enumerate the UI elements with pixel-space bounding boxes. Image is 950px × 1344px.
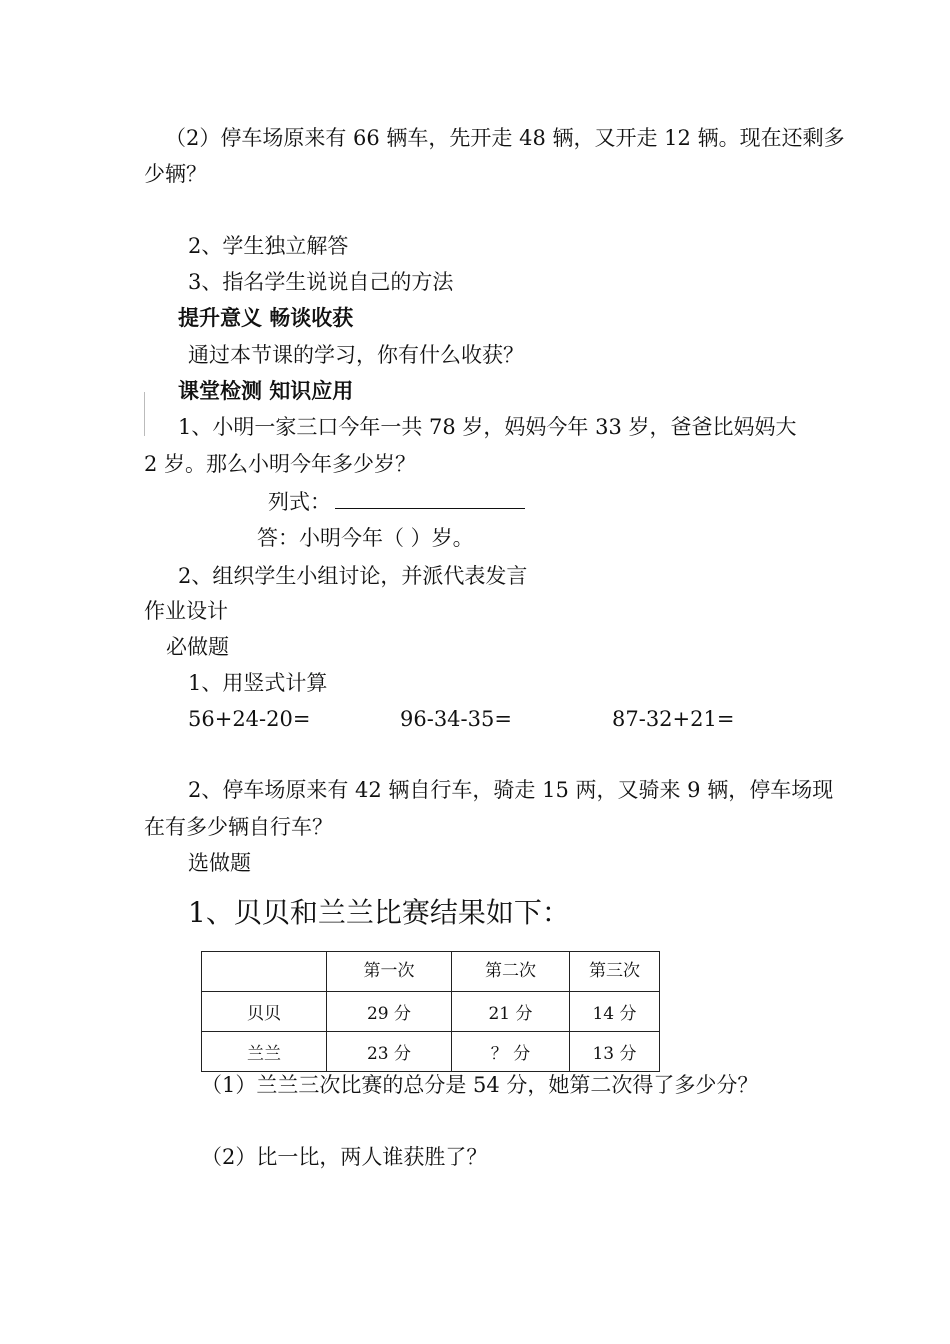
summary-heading: 提升意义 畅谈收获 <box>178 306 354 330</box>
margin-mark <box>144 392 145 436</box>
summary-text: 通过本节课的学习，你有什么收获？ <box>188 343 524 367</box>
optional-heading: 选做题 <box>188 851 251 875</box>
step-2: 2、学生独立解答 <box>188 234 349 258</box>
step-3: 3、指名学生说说自己的方法 <box>188 270 454 294</box>
homework-heading: 作业设计 <box>144 599 228 623</box>
table-cell: 贝贝 <box>202 992 327 1032</box>
table-cell: 23 分 <box>327 1032 452 1072</box>
table-cell: 兰兰 <box>202 1032 327 1072</box>
formula-label: 列式： <box>268 490 331 514</box>
calc-2: 96-34-35= <box>400 707 512 731</box>
task-2-line-2: 在有多少辆自行车？ <box>144 815 333 839</box>
table-cell: 第一次 <box>327 952 452 992</box>
score-table <box>201 951 660 1072</box>
table-cell: 29 分 <box>327 992 452 1032</box>
calc-3: 87-32+21= <box>612 707 735 731</box>
problem-2-line-1: （2）停车场原来有 66 辆车，先开走 48 辆，又开走 12 辆。现在还剩多 <box>165 126 845 150</box>
table-cell: 14 分 <box>570 992 660 1032</box>
table-row <box>202 992 660 1032</box>
problem-2-line-2: 少辆？ <box>144 162 207 186</box>
optional-question-1: 1、贝贝和兰兰比赛结果如下： <box>188 896 570 929</box>
required-heading: 必做题 <box>166 635 229 659</box>
table-row <box>202 1032 660 1072</box>
followup-1: （1）兰兰三次比赛的总分是 54 分，她第二次得了多少分？ <box>201 1073 759 1097</box>
table-cell <box>202 952 327 992</box>
test-heading: 课堂检测 知识应用 <box>178 379 354 403</box>
formula-blank <box>335 488 525 509</box>
test-question-2: 2、组织学生小组讨论，并派代表发言 <box>178 564 528 588</box>
followup-2: （2）比一比，两人谁获胜了？ <box>201 1145 488 1169</box>
table-cell: ？ 分 <box>452 1032 570 1072</box>
test-question-1-line-2: 2 岁。那么小明今年多少岁？ <box>144 452 417 476</box>
task-1: 1、用竖式计算 <box>188 671 328 695</box>
test-question-1-line-1: 1、小明一家三口今年一共 78 岁，妈妈今年 33 岁，爸爸比妈妈大 <box>178 415 797 439</box>
task-2-line-1: 2、停车场原来有 42 辆自行车，骑走 15 两，又骑来 9 辆，停车场现 <box>188 778 834 802</box>
calc-1: 56+24-20= <box>188 707 311 731</box>
table-cell: 第三次 <box>570 952 660 992</box>
formula-row <box>268 488 525 516</box>
answer-line: 答：小明今年（ ）岁。 <box>257 526 474 550</box>
table-cell: 13 分 <box>570 1032 660 1072</box>
table-cell: 21 分 <box>452 992 570 1032</box>
table-cell: 第二次 <box>452 952 570 992</box>
table-header-row <box>202 952 660 992</box>
